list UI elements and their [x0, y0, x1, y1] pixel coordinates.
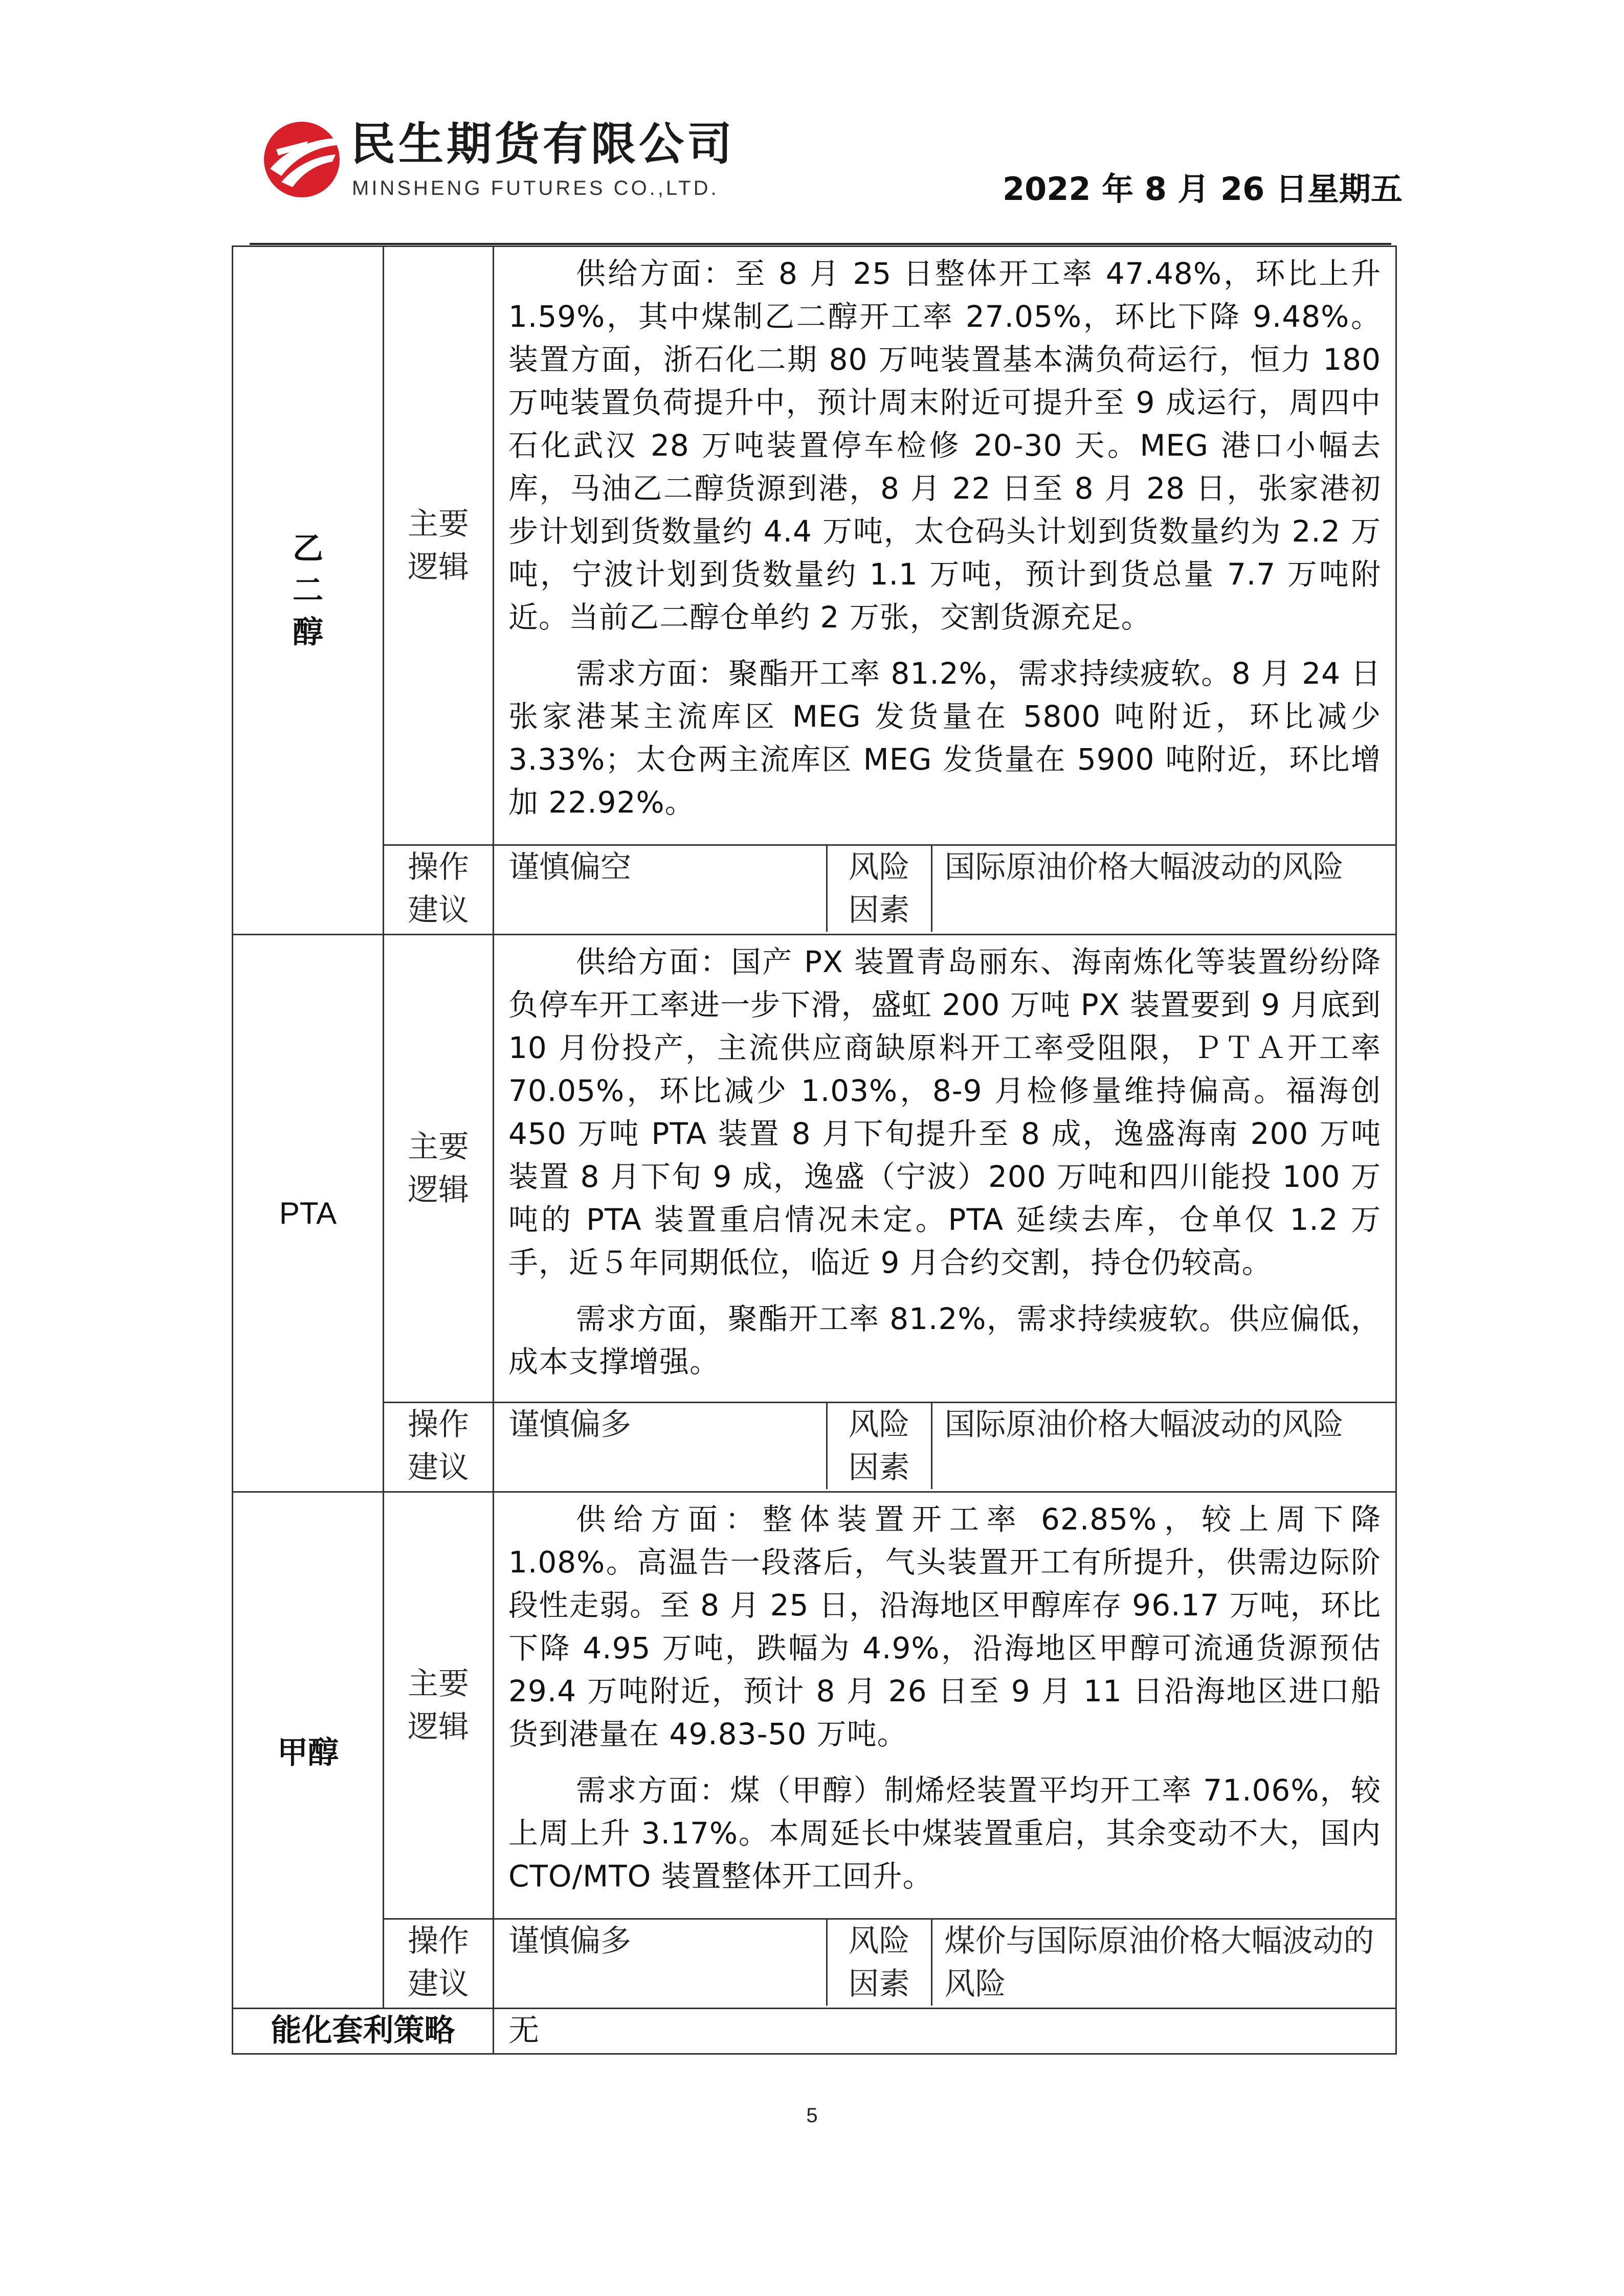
logic-cell-meg	[494, 246, 1396, 845]
header-divider	[250, 243, 1391, 245]
section-name-cell	[233, 246, 384, 935]
logic-cell-pta	[494, 935, 1396, 1403]
op-risk-cell	[494, 845, 1396, 935]
main-logic-label-cell	[384, 1492, 494, 1919]
paragraph-demand: 需求方面，聚酯开工率 81.2%，需求持续疲软。供应偏低，成本支撑增强。	[508, 1301, 1381, 1379]
operation-value: 谨慎偏多	[508, 1923, 631, 1959]
op-risk-table	[494, 1403, 1395, 1489]
operation-label: 操作建议	[408, 849, 469, 928]
risk-label: 风险因素	[848, 1923, 910, 2002]
risk-value: 国际原油价格大幅波动的风险	[931, 1403, 1395, 1489]
risk-label-cell	[827, 846, 931, 932]
commodity-table	[232, 245, 1397, 2055]
section-meg-logic-row	[233, 246, 1396, 845]
operation-label: 操作建议	[408, 1923, 469, 2002]
op-risk-cell	[494, 1919, 1396, 2009]
company-name-en: MINSHENG FUTURES CO.,LTD.	[352, 177, 719, 199]
main-logic-label: 主要逻辑	[408, 506, 469, 585]
main-logic-label-cell	[384, 935, 494, 1403]
paragraph-supply: 供给方面：整体装置开工率 62.85%，较上周下降 1.08%。高温告一段落后，气头装置开工有所提升，供需边际阶段性走弱。至 8 月 25 日，沿海地区甲醇库存 96.17 万吨，环比下降 4.95 万吨，跌幅为 4.9%，沿海地区甲醇可流通货源预估 29.4 万吨附近，预计 8 月 26 日至 9 月 11 日沿海地区进口船货到港量在 49.83-50 万吨。	[508, 1502, 1381, 1751]
paragraph-supply: 供给方面：至 8 月 25 日整体开工率 47.48%，环比上升 1.59%，其中煤制乙二醇开工率 27.05%，环比下降 9.48%。装置方面，浙石化二期 80 万吨装置基本满负荷运行，恒力 180 万吨装置负荷提升中，预计周末附近可提升至 9 成运行，周四中石化武汉 28 万吨装置停车检修 20-30 天。MEG 港口小幅去库，马油乙二醇货源到港，8 月 22 日至 8 月 28 日，张家港初步计划到货数量约 4.4 万吨，太仓码头计划到货数量约为 2.2 万吨，宁波计划到货数量约 1.1 万吨，预计到货总量 7.7 万吨附近。当前乙二醇仓单约 2 万张，交割货源充足。	[508, 256, 1381, 635]
risk-label-cell	[827, 1920, 931, 2006]
main-logic-label: 主要逻辑	[408, 1666, 469, 1745]
paragraph-supply: 供给方面：国产 PX 装置青岛丽东、海南炼化等装置纷纷降负停车开工率进一步下滑，盛虹 200 万吨 PX 装置要到 9 月底到 10 月份投产，主流供应商缺原料开工率受阻限，ＰＴＡ开工率 70.05%，环比减少 1.03%，8-9 月检修量维持偏高。福海创 450 万吨 PTA 装置 8 月下旬提升至 8 成，逸盛海南 200 万吨装置 8 月下旬 9 成，逸盛（宁波）200 万吨和四川能投 100 万吨的 PTA 装置重启情况未定。PTA 延续去库，仓单仅 1.2 万手，近５年同期低位，临近 9 月合约交割，持仓仍较高。	[508, 944, 1381, 1280]
operation-label-cell	[384, 845, 494, 935]
operation-label: 操作建议	[408, 1407, 469, 1485]
section-name-cell	[233, 935, 384, 1492]
risk-value: 煤价与国际原油价格大幅波动的风险	[931, 1920, 1395, 2006]
risk-label: 风险因素	[848, 849, 910, 928]
page-number: 5	[806, 2104, 818, 2127]
operation-label-cell	[384, 1403, 494, 1492]
company-name-cn: 民生期货有限公司	[350, 118, 736, 170]
paragraph-demand: 需求方面：聚酯开工率 81.2%，需求持续疲软。8 月 24 日张家港某主流库区 MEG 发货量在 5800 吨附近，环比减少 3.33%；太仓两主流库区 MEG 发货量在 5900 吨附近，环比增加 22.92%。	[508, 656, 1381, 820]
op-risk-cell	[494, 1403, 1396, 1492]
arbitrage-label: 能化套利策略	[233, 2009, 494, 2054]
risk-label: 风险因素	[848, 1407, 910, 1485]
section-name-cell	[233, 1492, 384, 2009]
arbitrage-row	[233, 2009, 1396, 2054]
paragraph-demand: 需求方面：煤（甲醇）制烯烃装置平均开工率 71.06%，较上周上升 3.17%。本周延长中煤装置重启，其余变动不大，国内 CTO/MTO 装置整体开工回升。	[508, 1773, 1381, 1894]
risk-value: 国际原油价格大幅波动的风险	[931, 846, 1395, 932]
section-name-methanol: 甲醇	[277, 1735, 339, 1771]
op-risk-table	[494, 846, 1395, 932]
main-logic-label: 主要逻辑	[408, 1129, 469, 1208]
operation-value: 谨慎偏多	[508, 1407, 631, 1443]
section-name-pta: PTA	[279, 1196, 337, 1230]
minsheng-logo-icon	[261, 119, 343, 200]
arbitrage-value: 无	[494, 2009, 1396, 2054]
section-methanol-op-row	[233, 1919, 1396, 2009]
section-methanol-logic-row	[233, 1492, 1396, 1919]
operation-label-cell	[384, 1919, 494, 2009]
main-logic-label-cell	[384, 246, 494, 845]
section-name-meg: 乙二醇	[293, 530, 323, 650]
company-logo	[261, 119, 772, 211]
risk-label-cell	[827, 1403, 931, 1489]
section-meg-op-row	[233, 845, 1396, 935]
section-pta-op-row	[233, 1403, 1396, 1492]
logic-cell-methanol	[494, 1492, 1396, 1919]
op-risk-table	[494, 1920, 1395, 2006]
operation-value: 谨慎偏空	[508, 849, 631, 885]
report-date: 2022 年 8 月 26 日星期五	[1003, 170, 1403, 208]
section-pta-logic-row	[233, 935, 1396, 1403]
